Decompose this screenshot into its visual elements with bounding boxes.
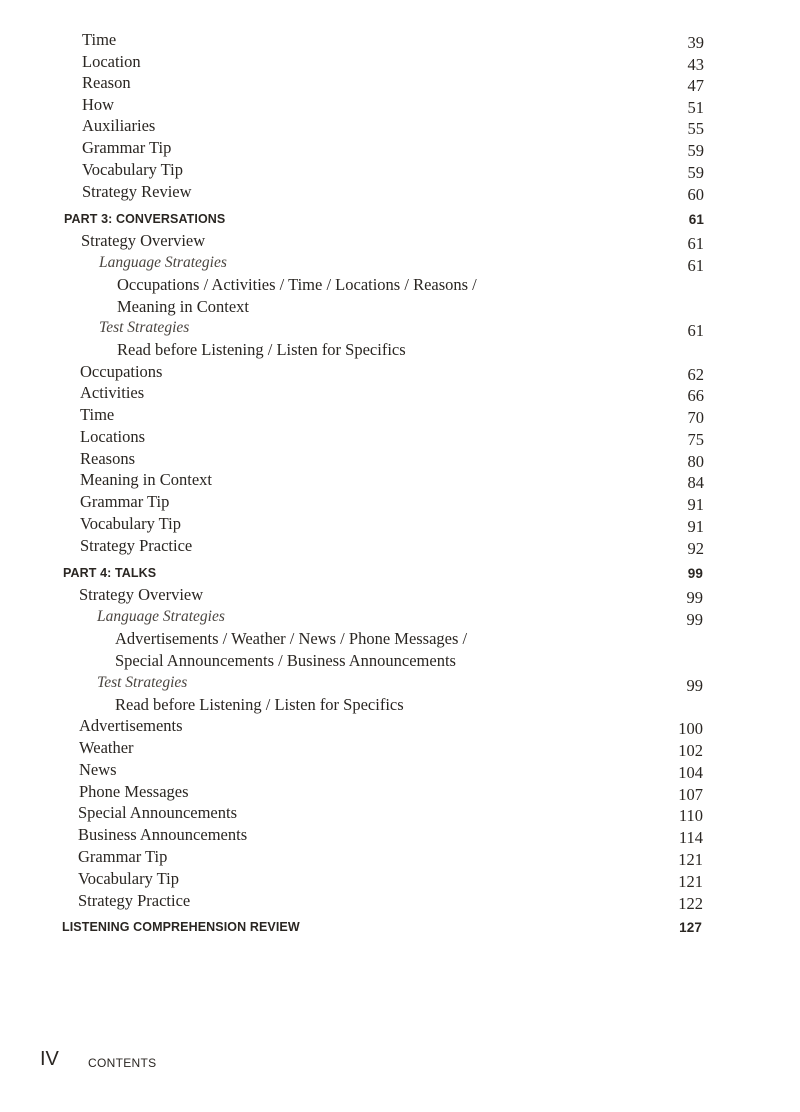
- toc-entry-label: Grammar Tip: [82, 138, 172, 157]
- toc-entry: [82, 72, 704, 94]
- toc-part-heading: [63, 562, 703, 584]
- toc-entry-label: Grammar Tip: [80, 492, 170, 511]
- toc-entry-page: 99: [686, 676, 703, 695]
- toc-detail-text: Meaning in Context: [117, 297, 249, 316]
- toc-entry: [79, 781, 703, 803]
- toc-entry: [78, 890, 703, 912]
- toc-entry-page: 61: [687, 256, 704, 275]
- toc-entry-label: Business Announcements: [78, 825, 248, 844]
- toc-entry: [81, 230, 704, 252]
- toc-entry: [80, 513, 704, 535]
- toc-entry-label: Strategy Practice: [80, 536, 193, 555]
- toc-entry: [78, 824, 703, 846]
- toc-entry: [78, 846, 703, 868]
- toc-entry-page: 60: [687, 185, 704, 204]
- toc-entry-page: 62: [687, 365, 704, 384]
- toc-part-heading: [64, 208, 704, 230]
- toc-subentry: [79, 606, 703, 628]
- toc-subentry: [81, 317, 704, 339]
- toc-entry-page: 114: [678, 828, 703, 847]
- toc-entry-label: Strategy Review: [82, 182, 192, 201]
- toc-entry: [78, 868, 703, 890]
- toc-entry-page: 121: [678, 850, 703, 869]
- toc-detail: [79, 628, 703, 650]
- toc-subentry-label: Language Strategies: [97, 608, 225, 625]
- toc-entry-page: 104: [678, 763, 703, 782]
- toc-entry: [82, 94, 704, 116]
- toc-entry-label: Occupations: [80, 362, 163, 381]
- toc-entry-page: 91: [687, 495, 704, 514]
- toc-part-label: PART 3: CONVERSATIONS: [64, 212, 226, 226]
- toc-entry: [80, 448, 704, 470]
- toc-entry-label: Weather: [79, 738, 134, 757]
- toc-entry: [82, 115, 704, 137]
- toc-entry: [80, 535, 704, 557]
- toc-detail-text: Special Announcements / Business Announcements: [115, 651, 456, 670]
- toc-entry-label: Grammar Tip: [78, 847, 168, 866]
- toc-entry-page: 59: [687, 163, 704, 182]
- toc-entry-label: Auxiliaries: [82, 116, 156, 135]
- folio-page-number: IV: [40, 1048, 59, 1070]
- toc-subentry-label: Test Strategies: [97, 674, 188, 691]
- toc-detail-text: Read before Listening / Listen for Specifics: [115, 695, 404, 714]
- toc-detail: [81, 296, 704, 318]
- toc-part-label: LISTENING COMPREHENSION REVIEW: [62, 920, 300, 934]
- toc-entry: [80, 382, 704, 404]
- toc-entry-label: Time: [82, 30, 117, 49]
- toc-detail-text: Advertisements / Weather / News / Phone Messages /: [115, 629, 468, 648]
- toc-entry-page: 47: [687, 76, 704, 95]
- toc-part-page: 61: [688, 212, 704, 227]
- toc-entry: [82, 159, 704, 181]
- toc-entry: [79, 759, 703, 781]
- toc-detail-text: Read before Listening / Listen for Specifics: [117, 340, 406, 359]
- toc-entry-page: 59: [687, 141, 704, 160]
- toc-entry: [82, 181, 704, 203]
- toc-entry-label: Location: [82, 52, 141, 71]
- toc-entry: [80, 426, 704, 448]
- toc-subentry: [81, 252, 704, 274]
- toc-entry-page: 102: [678, 741, 703, 760]
- toc-entry-page: 61: [687, 321, 704, 340]
- toc-entry-page: 80: [687, 452, 704, 471]
- toc-entry-page: 43: [687, 55, 704, 74]
- toc-entry-label: Time: [80, 405, 115, 424]
- toc-detail: [81, 274, 704, 296]
- toc-entry-page: 91: [687, 517, 704, 536]
- toc-part-label: PART 4: TALKS: [63, 566, 157, 580]
- toc-entry-page: 84: [687, 473, 704, 492]
- toc-entry-page: 51: [687, 98, 704, 117]
- toc-entry-label: Advertisements: [79, 716, 183, 735]
- toc-detail: [79, 694, 703, 716]
- toc-entry-page: 99: [686, 610, 703, 629]
- toc-entry-label: Vocabulary Tip: [78, 869, 179, 888]
- toc-entry-label: Vocabulary Tip: [82, 160, 183, 179]
- toc-entry-page: 75: [687, 430, 704, 449]
- toc-entry-page: 121: [678, 872, 703, 891]
- toc-part-page: 127: [679, 920, 702, 935]
- toc-entry-page: 39: [687, 33, 704, 52]
- toc-entry-page: 99: [686, 588, 703, 607]
- toc-entry: [80, 469, 704, 491]
- toc-entry-label: Activities: [80, 383, 145, 402]
- toc-part-page: 99: [687, 566, 703, 581]
- toc-entry-page: 110: [678, 806, 703, 825]
- toc-entry-label: Reason: [82, 73, 131, 92]
- toc-entry: [80, 361, 704, 383]
- toc-entry: [82, 29, 704, 51]
- toc-subentry-label: Language Strategies: [99, 254, 227, 271]
- toc-entry-label: Special Announcements: [78, 803, 238, 822]
- toc-entry-page: 100: [678, 719, 703, 738]
- toc-entry-label: How: [82, 95, 115, 114]
- toc-detail: [79, 650, 703, 672]
- toc-entry-page: 107: [678, 785, 703, 804]
- toc-entry: [80, 404, 704, 426]
- toc-entry-page: 55: [687, 119, 704, 138]
- toc-entry-label: Strategy Overview: [79, 585, 204, 604]
- toc-entry: [82, 137, 704, 159]
- toc-entry-page: 70: [687, 408, 704, 427]
- toc-detail-text: Occupations / Activities / Time / Locations / Reasons /: [117, 275, 477, 294]
- toc-entry: [80, 491, 704, 513]
- toc-entry: [79, 584, 703, 606]
- toc-entry-label: Vocabulary Tip: [80, 514, 181, 533]
- toc-entry-label: Reasons: [80, 449, 135, 468]
- toc-entry-page: 122: [678, 894, 703, 913]
- toc-entry-label: News: [79, 760, 117, 779]
- toc-part-heading: [62, 916, 702, 938]
- toc-entry-label: Meaning in Context: [80, 470, 212, 489]
- toc-entry-page: 66: [687, 386, 704, 405]
- toc-entry-page: 92: [687, 539, 704, 558]
- toc-entry-label: Strategy Overview: [81, 231, 206, 250]
- toc-entry: [79, 715, 703, 737]
- toc-subentry: [79, 672, 703, 694]
- toc-entry-label: Strategy Practice: [78, 891, 191, 910]
- toc-entry: [79, 737, 703, 759]
- toc-entry-label: Phone Messages: [79, 782, 189, 801]
- toc-detail: [81, 339, 704, 361]
- toc-entry: [82, 51, 704, 73]
- toc-entry-label: Locations: [80, 427, 146, 446]
- toc-subentry-label: Test Strategies: [99, 319, 190, 336]
- folio-running-title: CONTENTS: [88, 1056, 157, 1070]
- toc-entry-page: 61: [687, 234, 704, 253]
- toc-entry: [78, 802, 703, 824]
